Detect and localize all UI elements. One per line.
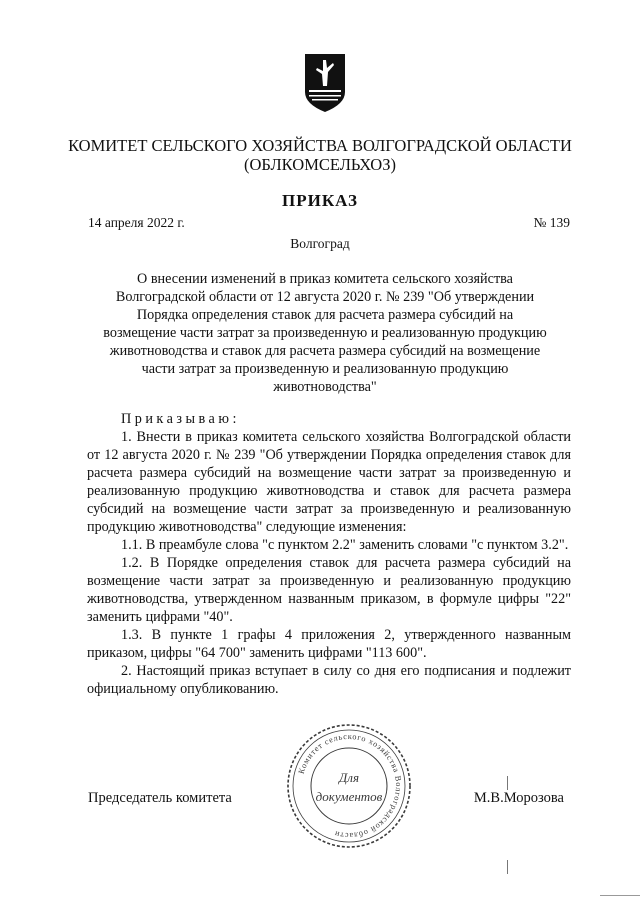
margin-mark [507, 776, 508, 790]
scan-edge-line [600, 895, 640, 896]
margin-mark [507, 860, 508, 874]
order-city: Волгоград [290, 236, 350, 251]
org-abbreviation: (ОБЛКОМСЕЛЬХОЗ) [244, 155, 396, 174]
official-stamp [285, 722, 413, 850]
body-paragraph: 1.1. В преамбуле слова "с пунктом 2.2" заменить словами "с пунктом 3.2". [121, 537, 569, 553]
org-name: КОМИТЕТ СЕЛЬСКОГО ХОЗЯЙСТВА ВОЛГОГРАДСКОЙ ОБЛАСТИ [68, 136, 572, 155]
body-paragraph: 1.3. В пункте 1 графы 4 приложения 2, утвержденного названным приказом, цифры "64 700" заменить цифрами "113 600". [87, 627, 571, 661]
stamp-center-line2: документов [315, 789, 383, 804]
stamp-center-line1: Для [339, 770, 359, 785]
signer-title: Председатель комитета [88, 790, 232, 806]
stamp-ring-text: Комитет сельского хозяйства Волгоградской области [296, 731, 404, 841]
order-subject: О внесении изменений в приказ комитета сельского хозяйства Волгоградской области от 12 августа 2020 г. № 239 "Об утверждении Порядка определения ставок для расчета размера субсидий на возмещение части затрат за произведенную и реализованную продукцию животноводства и ставок для расчета размера субсидий на возмещение части затрат за произведенную и реализованную продукцию животноводства" [103, 271, 547, 395]
body-paragraph: 1.2. В Порядке определения ставок для расчета размера субсидий на возмещение части затрат за произведенную и реализованную продукцию животноводства, утвержденном названным приказом, в формуле цифры "22" заменить цифрами "40". [87, 555, 571, 625]
order-body [87, 410, 571, 698]
signer-name: М.В.Морозова [473, 790, 564, 806]
order-lead: Приказываю: [121, 411, 240, 427]
stamp-seal-icon [285, 722, 413, 850]
order-title: ПРИКАЗ [282, 191, 358, 210]
body-paragraph: 1. Внести в приказ комитета сельского хозяйства Волгоградской области от 12 августа 2020 г. № 239 "Об утверждении Порядка определения ставок для расчета размера субсидий на возмещение части затрат за произведенную и реализованную продукцию животноводства и ставок для расчета размера субсидий на возмещение части затрат за произведенную и реализованную продукцию животноводства" следующие изменения: [87, 429, 571, 535]
coat-of-arms-icon [303, 52, 347, 114]
order-number: № 139 [533, 215, 570, 230]
body-paragraph: 2. Настоящий приказ вступает в силу со дня его подписания и подлежит официальному опубликованию. [87, 663, 571, 697]
order-date: 14 апреля 2022 г. [88, 215, 185, 230]
